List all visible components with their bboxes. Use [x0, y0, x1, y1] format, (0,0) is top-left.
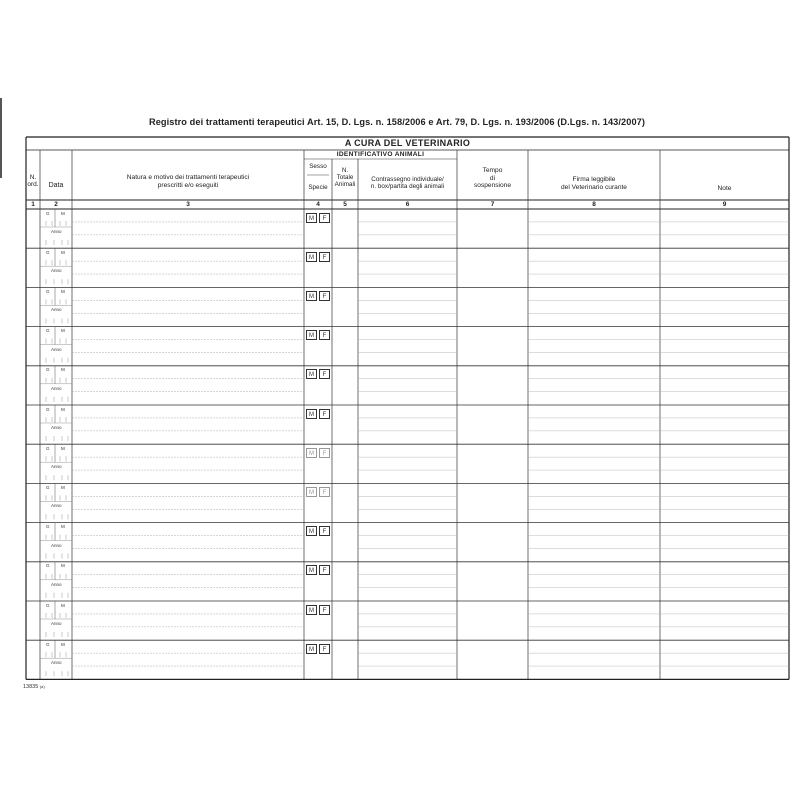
colnum-4: 4	[316, 201, 320, 208]
sub-header: IDENTIFICATIVO ANIMALI	[336, 151, 425, 158]
day-label: G	[46, 563, 50, 569]
month-label: M	[61, 641, 65, 647]
header-tempo: Tempo di sospensione	[473, 167, 512, 190]
colnum-2: 2	[54, 201, 58, 208]
sex-female-box[interactable]: F	[319, 213, 330, 223]
sex-male-box[interactable]: M	[306, 565, 317, 575]
sex-female-box[interactable]: F	[319, 448, 330, 458]
year-label: Anno	[51, 621, 62, 626]
sex-female-box[interactable]: F	[319, 369, 330, 379]
day-label: G	[46, 288, 50, 294]
month-label: M	[61, 563, 65, 569]
sex-male-box[interactable]: M	[306, 213, 317, 223]
header-natura: Natura e motivo dei trattamenti terapeutici prescritti e/o eseguiti	[126, 174, 250, 189]
month-label: M	[61, 328, 65, 334]
sex-male-box[interactable]: M	[306, 487, 317, 497]
month-label: M	[61, 249, 65, 255]
year-label: Anno	[51, 464, 62, 470]
month-label: M	[61, 445, 65, 451]
month-label: M	[61, 406, 65, 412]
sex-female-box[interactable]: F	[319, 565, 330, 575]
day-label: G	[46, 641, 50, 647]
day-label: G	[46, 210, 50, 216]
colnum-9: 9	[722, 201, 727, 208]
year-label: Anno	[51, 229, 62, 234]
year-label: Anno	[51, 542, 62, 548]
day-label: G	[46, 484, 50, 490]
header-n-ord: N. ord.	[27, 174, 39, 189]
sex-male-box[interactable]: M	[306, 605, 317, 615]
sex-male-box[interactable]: M	[306, 252, 317, 262]
month-label: M	[61, 367, 65, 373]
month-label: M	[61, 484, 65, 490]
sex-female-box[interactable]: F	[319, 526, 330, 536]
year-label: Anno	[51, 268, 62, 274]
document-title: Registro dei trattamenti terapeutici Art. 15, D. Lgs. n. 158/2006 e Art. 79, D. Lgs. n. 193/2006 (D.Lgs. n. 143/2007)	[148, 117, 646, 127]
day-label: G	[46, 328, 50, 334]
year-label: Anno	[51, 307, 62, 313]
day-label: G	[46, 602, 50, 608]
form-code: 13835 (a)	[23, 684, 45, 690]
year-label: Anno	[51, 660, 62, 666]
sex-male-box[interactable]: M	[306, 291, 317, 301]
sex-female-box[interactable]: F	[319, 330, 330, 340]
header-totale: N. Totale Animali	[334, 167, 356, 189]
sex-male-box[interactable]: M	[306, 644, 317, 654]
header-contrassegno: Contrassegno individuale/ n. box/partita degli animali	[370, 176, 445, 191]
header-firma: Firma leggibile del Veterinario curante	[561, 176, 627, 191]
day-label: G	[46, 249, 50, 255]
day-label: G	[46, 524, 50, 530]
year-label: Anno	[51, 425, 62, 430]
sex-female-box[interactable]: F	[319, 291, 330, 301]
month-label: M	[61, 210, 65, 216]
section-header: A CURA DEL VETERINARIO	[344, 138, 471, 148]
sex-female-box[interactable]: F	[319, 644, 330, 654]
header-sesso: Sesso	[309, 163, 327, 170]
month-label: M	[61, 288, 65, 294]
day-label: G	[46, 406, 50, 412]
sex-male-box[interactable]: M	[306, 448, 317, 458]
sex-male-box[interactable]: M	[306, 526, 317, 536]
colnum-5: 5	[343, 201, 347, 208]
sex-male-box[interactable]: M	[306, 330, 317, 340]
sex-male-box[interactable]: M	[306, 409, 317, 419]
day-label: G	[46, 445, 50, 451]
colnum-8: 8	[592, 201, 596, 208]
sex-female-box[interactable]: F	[319, 487, 330, 497]
year-label: Anno	[51, 346, 62, 352]
sex-female-box[interactable]: F	[319, 252, 330, 262]
month-label: M	[61, 602, 65, 608]
sex-female-box[interactable]: F	[319, 409, 330, 419]
colnum-3: 3	[186, 201, 190, 208]
year-label: Anno	[51, 581, 62, 587]
month-label: M	[61, 524, 65, 530]
sex-male-box[interactable]: M	[306, 369, 317, 379]
colnum-6: 6	[405, 201, 410, 208]
header-data: Data	[48, 182, 64, 189]
year-label: Anno	[51, 385, 62, 391]
year-label: Anno	[51, 503, 62, 509]
header-note: Note	[717, 185, 732, 192]
header-specie: Specie	[308, 184, 328, 191]
day-label: G	[46, 367, 50, 373]
sex-female-box[interactable]: F	[319, 605, 330, 615]
colnum-1: 1	[31, 201, 35, 208]
colnum-7: 7	[490, 201, 495, 208]
